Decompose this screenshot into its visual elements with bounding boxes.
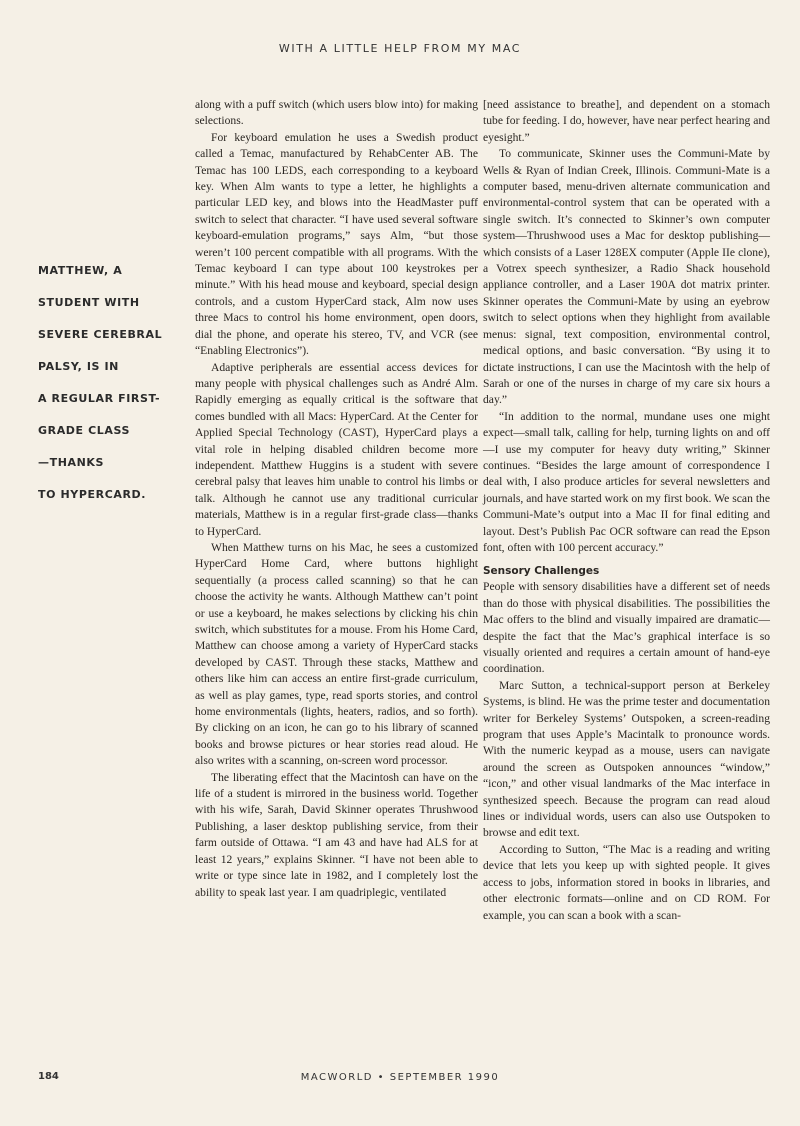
- paragraph: For keyboard emulation he uses a Swedish product called a Temac, manufactured by RehabCenter AB. The Temac has 100 LEDS, each corresponding to a keyboard key. When Alm wants to type a letter, he highlights a particular LED key, and blows into the HeadMaster puff switch to select that character. “I have used several software keyboard-emulation programs,” says Alm, “but those weren’t 100 percent compatible with all programs. With the Temac keyboard I can type about 100 keystrokes per minute.” With his head mouse and keyboard, special design controls, and a custom HyperCard stack, Alm now uses three Macs to control his home environment, open doors, dial the phone, and operate his stereo, TV, and VCR (see “Enabling Electronics”).: [195, 130, 478, 358]
- paragraph: According to Sutton, “The Mac is a reading and writing device that lets you keep up with sighted people. It gives access to jobs, information stored in books in libraries, and other electronic formats—online and on CD ROM. For example, you can scan a book with a scan-: [483, 842, 770, 922]
- pull-quote-line: A REGULAR FIRST-: [38, 392, 161, 405]
- paragraph: [need assistance to breathe], and dependent on a stomach tube for feeding. I do, however, have near perfect hearing and eyesight.”: [483, 98, 770, 144]
- pull-quote-line: SEVERE CEREBRAL: [38, 328, 163, 341]
- paragraph: Marc Sutton, a technical-support person at Berkeley Systems, is blind. He was the prime tester and documentation writer for Berkeley Systems’ Outspoken, a screen-reading program that uses Apple’s Macintalk to pronounce words. With the numeric keypad as a mouse, users can navigate around the screen as Outspoken announces “window,” “icon,” and other visual landmarks of the Mac interface in synthesized speech. Because the program can read aloud lines or individual words, users can also use Outspoken to browse and edit text.: [483, 678, 770, 840]
- pull-quote-line: STUDENT WITH: [38, 296, 140, 309]
- pull-quote-line: MATTHEW, A: [38, 264, 123, 277]
- article-column-right: [483, 97, 770, 924]
- paragraph: The liberating effect that the Macintosh can have on the life of a student is mirrored in the business world. Together with his wife, Sarah, David Skinner operates Thrushwood Publishing, a laser desktop publishing service, from their farm outside of Ottawa. “I am 43 and have had ALS for at least 12 years,” explains Skinner. “I have not been able to write or type since late in 1982, and I completely lost the ability to speak last year. I am quadriplegic, ventilated: [195, 770, 478, 899]
- paragraph: Adaptive peripherals are essential access devices for many people with physical challenges such as André Alm. Rapidly emerging as equally critical is the software that comes bundled with all Macs: HyperCard. At the Center for Applied Special Technology (CAST), HyperCard plays a vital role in helping disabled children become more independent. Matthew Huggins is a student with severe cerebral palsy that leaves him unable to control his limbs or talk. Although he cannot use any traditional curricular materials, Matthew is in a regular first-grade class—thanks to HyperCard.: [195, 360, 478, 538]
- pull-quote-line: PALSY, IS IN: [38, 360, 119, 373]
- pull-quote-line: —THANKS: [38, 456, 105, 469]
- pull-quote-line: TO HYPERCARD.: [38, 488, 147, 501]
- pull-quote-line: GRADE CLASS: [38, 424, 131, 437]
- paragraph: When Matthew turns on his Mac, he sees a customized HyperCard Home Card, where buttons highlight sequentially (a process called scanning) so that he can choose the activity he wants. Although Matthew can’t point or use a keyboard, he makes selections by clicking his chin switch, which substitutes for a mouse. From his Home Card, Matthew can choose among a variety of HyperCard stacks developed by CAST. Through these stacks, Matthew and others like him can access an entire first-grade curriculum, as well as play games, type, read sports stories, and control home environmentals (lights, heaters, radios, and so forth). By clicking on an icon, he can go to his library of scanned books and browse pictures or hear stories read aloud. He also writes with a scanning, on-screen word processor.: [195, 540, 478, 768]
- page-number: 184: [38, 1071, 59, 1082]
- paragraph: People with sensory disabilities have a different set of needs than do those with physical disabilities. The possibilities the Mac offers to the blind and visually impaired are dramatic—despite the fact that the Mac’s graphical interface is so visually oriented and requires a certain amount of hand-eye coordination.: [483, 580, 770, 676]
- running-head: WITH A LITTLE HELP FROM MY MAC: [278, 42, 522, 55]
- pull-quote: [38, 265, 183, 521]
- section-subhead: Sensory Challenges: [483, 565, 600, 578]
- paragraph: along with a puff switch (which users blow into) for making selections.: [195, 98, 478, 128]
- paragraph: “In addition to the normal, mundane uses one might expect—small talk, calling for help, turning lights on and off—I use my computer for heavy duty writing,” Skinner continues. “Besides the large amount of correspondence I deal with, I also produce articles for several newsletters and journals, and have started work on my first book. We scan the Communi-Mate’s output into a Mac II for final editing and layout. Dest’s Publish Pac OCR software can read the Epson font, often with 100 percent accuracy.”: [483, 409, 770, 554]
- magazine-footer: MACWORLD • SEPTEMBER 1990: [300, 1072, 500, 1083]
- article-column-left: [195, 97, 478, 901]
- paragraph: To communicate, Skinner uses the Communi-Mate by Wells & Ryan of Indian Creek, Illinois. Communi-Mate is a computer based, menu-driven alternate communication and environmental-control system that can be operated with a single switch. It’s connected to Skinner’s own computer system—Thrushwood uses a Mac for desktop publishing—which consists of a Laser 128EX computer (Apple IIe clone), a Votrex speech synthesizer, a Radio Shack household appliance controller, and a Laser 190A dot matrix printer. Skinner operates the Communi-Mate by using an eyebrow switch to select options when they highlight from available menus: signal, text composition, environmental control, medical options, and basic conversation. “By using it to dictate instructions, I can use the Macintosh with the help of Sarah or one of the nurses in charge of my care six hours a day.”: [483, 147, 770, 407]
